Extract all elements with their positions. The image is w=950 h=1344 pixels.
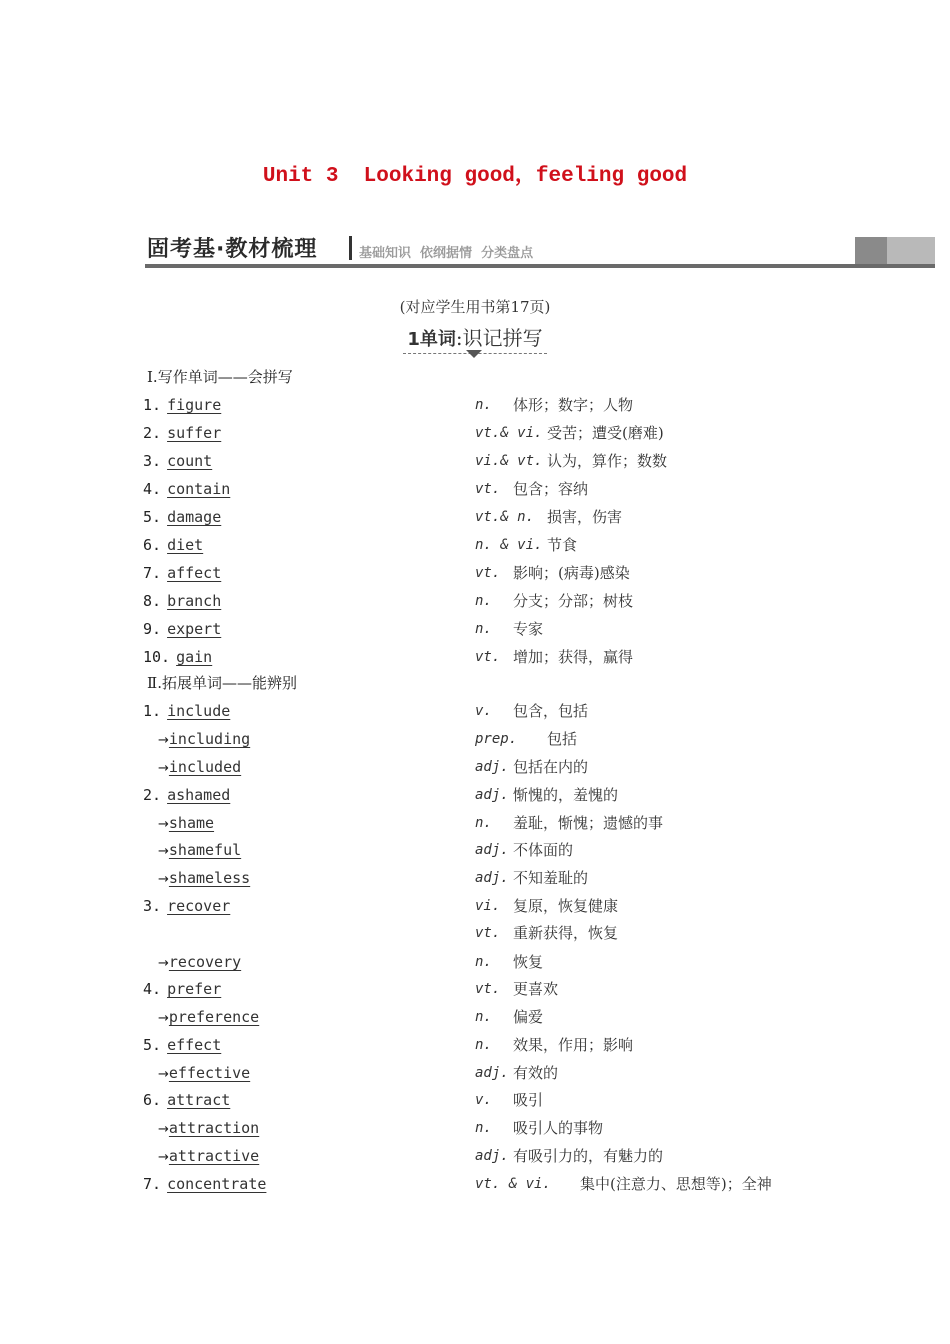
derived-row <box>0 950 950 974</box>
section-label: :识记拼写 <box>455 326 543 350</box>
vocab-word: suffer <box>167 424 222 442</box>
part-of-speech: vt. <box>475 649 501 665</box>
vocab-row <box>0 699 950 723</box>
vocab-word: affect <box>167 564 222 582</box>
vocab-word: figure <box>167 396 222 414</box>
vocab-word: including <box>168 730 251 748</box>
vocab-row <box>0 1033 950 1057</box>
arrow-icon: → <box>158 1122 169 1137</box>
part-of-speech: vt.& vi. <box>475 425 543 441</box>
part-of-speech: adj. <box>475 1065 509 1081</box>
vocab-word: included <box>168 758 242 776</box>
part-of-speech: adj. <box>475 759 509 775</box>
vocab-row <box>0 421 950 445</box>
meaning: 惭愧的，羞愧的 <box>513 786 619 804</box>
item-number: 2. <box>143 424 162 442</box>
part-of-speech: prep. <box>475 731 518 747</box>
item-number: 5. <box>143 1036 162 1054</box>
banner-underline <box>145 264 935 268</box>
part-of-speech: v. <box>475 1092 492 1108</box>
vocab-word: effect <box>167 1036 222 1054</box>
part-of-speech: n. <box>475 621 492 637</box>
item-number: 3. <box>143 897 162 915</box>
vocab-word: expert <box>167 620 222 638</box>
vocab-word: attraction <box>168 1119 260 1137</box>
meaning: 吸引人的事物 <box>513 1119 604 1137</box>
vocab-row <box>0 1172 950 1196</box>
vocab-row <box>0 783 950 807</box>
arrow-icon: → <box>158 1150 169 1165</box>
section-bold-label: 单词 <box>419 329 456 350</box>
vocab-word: recovery <box>168 953 242 971</box>
meaning: 不知羞耻的 <box>513 869 589 887</box>
section-number: 1 <box>407 329 420 350</box>
vocab-row <box>0 561 950 585</box>
derived-row <box>0 1061 950 1085</box>
vocab-row <box>0 393 950 417</box>
derived-row <box>0 1116 950 1140</box>
item-number: 5. <box>143 508 162 526</box>
arrow-icon: → <box>158 872 169 887</box>
vocab-word: diet <box>167 536 204 554</box>
arrow-icon: → <box>158 817 169 832</box>
part-of-speech: n. <box>475 593 492 609</box>
vocab-word: attract <box>167 1091 231 1109</box>
meaning: 复原，恢复健康 <box>513 897 619 915</box>
meaning: 偏爱 <box>513 1008 544 1026</box>
part1-heading: Ⅰ.写作单词——会拼写 <box>147 368 293 386</box>
item-number: 6. <box>143 536 162 554</box>
part-of-speech: n. <box>475 815 492 831</box>
part-of-speech: n. & vi. <box>475 537 543 553</box>
textbook-reference: (对应学生用书第17页) <box>399 298 551 316</box>
vocab-word: concentrate <box>167 1175 267 1193</box>
vocab-word: count <box>167 452 213 470</box>
meaning: 增加；获得，赢得 <box>513 648 634 666</box>
part-of-speech: n. <box>475 397 492 413</box>
item-number: 4. <box>143 480 162 498</box>
arrow-icon: → <box>158 844 169 859</box>
item-number: 6. <box>143 1091 162 1109</box>
arrow-icon: → <box>158 956 169 971</box>
part2-heading: Ⅱ.拓展单词——能辨别 <box>147 674 297 692</box>
banner-title: 固考基·教材梳理 <box>147 237 318 262</box>
vocab-row <box>0 477 950 501</box>
meaning: 更喜欢 <box>513 980 559 998</box>
vocab-row <box>0 894 950 918</box>
meaning: 包含；容纳 <box>513 480 589 498</box>
part-of-speech: vt. <box>475 481 501 497</box>
banner-subtitle: 基础知识 依纲据情 分类盘点 <box>359 246 534 261</box>
meaning: 损害，伤害 <box>547 508 623 526</box>
vocab-word: branch <box>167 592 222 610</box>
part-of-speech: v. <box>475 703 492 719</box>
meaning: 集中(注意力、思想等)；全神 <box>580 1175 772 1193</box>
vocab-word: contain <box>167 480 231 498</box>
unit-title: Unit 3 Looking good，feeling good <box>262 165 688 188</box>
meaning: 包含，包括 <box>513 702 589 720</box>
vocab-word: prefer <box>167 980 222 998</box>
derived-row <box>0 727 950 751</box>
derived-row <box>0 755 950 779</box>
item-number: 8. <box>143 592 162 610</box>
banner-divider <box>349 236 352 260</box>
vocab-row <box>0 977 950 1001</box>
item-number: 9. <box>143 620 162 638</box>
vocab-word: preference <box>168 1008 260 1026</box>
item-number: 7. <box>143 564 162 582</box>
part-of-speech: adj. <box>475 1148 509 1164</box>
part-of-speech: vi. <box>475 898 501 914</box>
vocab-row <box>0 533 950 557</box>
vocab-word: recover <box>167 897 231 915</box>
part-of-speech: vt. <box>475 925 501 941</box>
vocab-row <box>0 505 950 529</box>
meaning: 包括 <box>547 730 578 748</box>
part1-heading-row <box>0 365 950 389</box>
derived-row <box>0 1005 950 1029</box>
vocab-word: shameless <box>168 869 251 887</box>
derived-row <box>0 838 950 862</box>
item-number: 2. <box>143 786 162 804</box>
derived-row <box>0 811 950 835</box>
meaning: 专家 <box>513 620 544 638</box>
meaning: 重新获得，恢复 <box>513 924 619 942</box>
arrow-icon: → <box>158 761 169 776</box>
vocab-word: ashamed <box>167 786 231 804</box>
meaning: 体形；数字；人物 <box>513 396 634 414</box>
banner-decoration-light <box>887 237 935 265</box>
item-number: 10. <box>143 648 171 666</box>
vocab-row <box>0 589 950 613</box>
meaning: 不体面的 <box>513 841 574 859</box>
derived-row <box>0 1144 950 1168</box>
vocab-row <box>0 1088 950 1112</box>
vocab-word: include <box>167 702 231 720</box>
vocab-row <box>0 645 950 669</box>
part-of-speech: n. <box>475 1009 492 1025</box>
meaning: 恢复 <box>513 953 544 971</box>
meaning: 受苦；遭受(磨难) <box>547 424 664 442</box>
part-of-speech: vt.& n. <box>475 509 535 525</box>
part-of-speech: vt. <box>475 565 501 581</box>
banner-decoration-dark <box>855 237 887 265</box>
section-pointer-icon <box>466 350 482 358</box>
arrow-icon: → <box>158 1011 169 1026</box>
part-of-speech: n. <box>475 1120 492 1136</box>
derived-row <box>0 866 950 890</box>
part-of-speech: n. <box>475 954 492 970</box>
part-of-speech: adj. <box>475 842 509 858</box>
item-number: 1. <box>143 396 162 414</box>
meaning: 羞耻，惭愧；遗憾的事 <box>513 814 664 832</box>
arrow-icon: → <box>158 733 169 748</box>
vocab-word: gain <box>176 648 213 666</box>
vocab-word: attractive <box>168 1147 260 1165</box>
meaning: 认为，算作；数数 <box>547 452 668 470</box>
vocab-row-continued <box>0 921 950 945</box>
meaning: 节食 <box>547 536 578 554</box>
part-of-speech: n. <box>475 1037 492 1053</box>
meaning: 有吸引力的，有魅力的 <box>513 1147 664 1165</box>
meaning: 包括在内的 <box>513 758 589 776</box>
meaning: 吸引 <box>513 1091 544 1109</box>
meaning: 分支；分部；树枝 <box>513 592 634 610</box>
meaning: 影响；(病毒)感染 <box>513 564 630 582</box>
meaning: 有效的 <box>513 1064 559 1082</box>
part2-heading-row <box>0 671 950 695</box>
part-of-speech: vt. & vi. <box>475 1176 551 1192</box>
part-of-speech: vt. <box>475 981 501 997</box>
section-banner <box>145 232 935 268</box>
item-number: 3. <box>143 452 162 470</box>
vocab-row <box>0 449 950 473</box>
item-number: 1. <box>143 702 162 720</box>
vocab-word: shame <box>168 814 215 832</box>
item-number: 7. <box>143 1175 162 1193</box>
part-of-speech: adj. <box>475 870 509 886</box>
vocab-word: shameful <box>168 841 242 859</box>
meaning: 效果，作用；影响 <box>513 1036 634 1054</box>
vocab-word: damage <box>167 508 222 526</box>
vocab-row <box>0 617 950 641</box>
arrow-icon: → <box>158 1067 169 1082</box>
part-of-speech: vi.& vt. <box>475 453 543 469</box>
part-of-speech: adj. <box>475 787 509 803</box>
item-number: 4. <box>143 980 162 998</box>
vocab-word: effective <box>168 1064 251 1082</box>
